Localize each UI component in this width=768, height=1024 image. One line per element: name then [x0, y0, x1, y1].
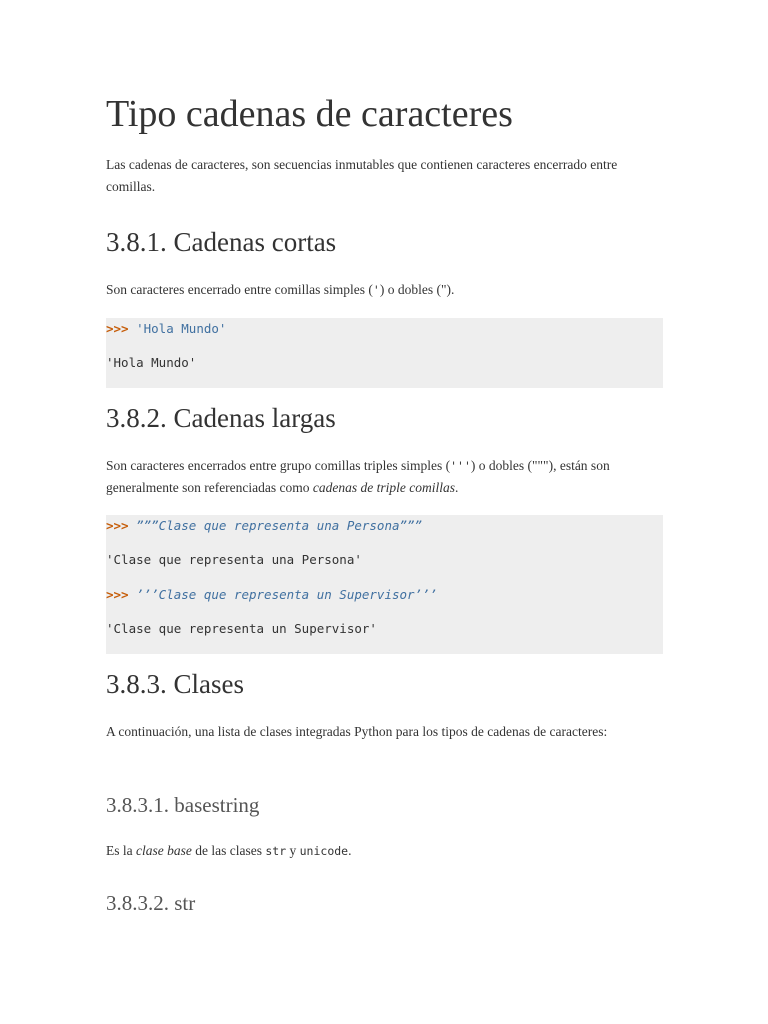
- code-output-line: 'Hola Mundo': [106, 355, 197, 370]
- code-output-line: 'Clase que representa una Persona': [106, 552, 362, 567]
- page-title: Tipo cadenas de caracteres: [106, 93, 513, 135]
- cadenas-cortas-paragraph: [106, 279, 646, 301]
- clases-paragraph: A continuación, una lista de clases integradas Python para los tipos de cadenas de caracteres:: [106, 724, 608, 739]
- inline-code: ''': [450, 459, 471, 473]
- code-block-cadenas-largas: [106, 515, 663, 654]
- section-heading-clases: 3.8.3. Clases: [106, 669, 244, 699]
- section-heading-cadenas-largas: 3.8.2. Cadenas largas: [106, 403, 336, 433]
- text-segment: .: [455, 480, 459, 495]
- emphasis-text: clase base: [136, 843, 192, 858]
- text-segment: Son caracteres encerrado entre comillas simples (: [106, 282, 373, 297]
- cadenas-largas-paragraph: [106, 455, 646, 499]
- section-heading-cadenas-cortas: 3.8.1. Cadenas cortas: [106, 227, 337, 257]
- text-segment: ), están son generalmente son referenciadas como: [106, 458, 610, 495]
- text-segment: Son caracteres encerrados entre grupo comillas triples simples (: [106, 458, 451, 473]
- code-input: 'Hola Mundo': [136, 321, 227, 336]
- text-segment: ).: [446, 282, 455, 297]
- inline-code: str: [265, 844, 287, 858]
- text-segment: ) o dobles (: [379, 282, 441, 297]
- code-input: ’’’Clase que representa un Supervisor’’’: [136, 587, 438, 602]
- text-segment: """: [532, 458, 549, 473]
- code-prompt: >>>: [106, 321, 137, 336]
- inline-code: unicode: [299, 844, 349, 858]
- subsection-heading-basestring: 3.8.3.1. basestring: [106, 793, 260, 817]
- basestring-paragraph: [106, 840, 646, 862]
- code-prompt: >>>: [106, 518, 137, 533]
- text-segment: Es la: [106, 843, 136, 858]
- text-segment: .: [348, 843, 352, 858]
- intro-paragraph: Las cadenas de caracteres, son secuencias inmutables que contienen caracteres encerrado entre comillas.: [106, 157, 618, 194]
- code-input-line: [106, 586, 437, 604]
- emphasis-text: cadenas de triple comillas: [312, 480, 456, 495]
- code-input: ”””Clase que representa una Persona”””: [136, 518, 423, 533]
- code-output-line: 'Clase que representa un Supervisor': [106, 621, 377, 636]
- text-segment: y: [286, 843, 300, 858]
- code-prompt: >>>: [106, 587, 137, 602]
- code-input-line: [106, 320, 226, 338]
- subsection-heading-str: 3.8.3.2. str: [106, 891, 196, 915]
- text-segment: ) o dobles (: [470, 458, 533, 473]
- inline-code: ': [372, 283, 380, 297]
- text-segment: de las clases: [191, 843, 266, 858]
- code-input-line: [106, 517, 422, 535]
- code-block-cadenas-cortas: [106, 318, 663, 388]
- text-segment: ": [440, 282, 447, 297]
